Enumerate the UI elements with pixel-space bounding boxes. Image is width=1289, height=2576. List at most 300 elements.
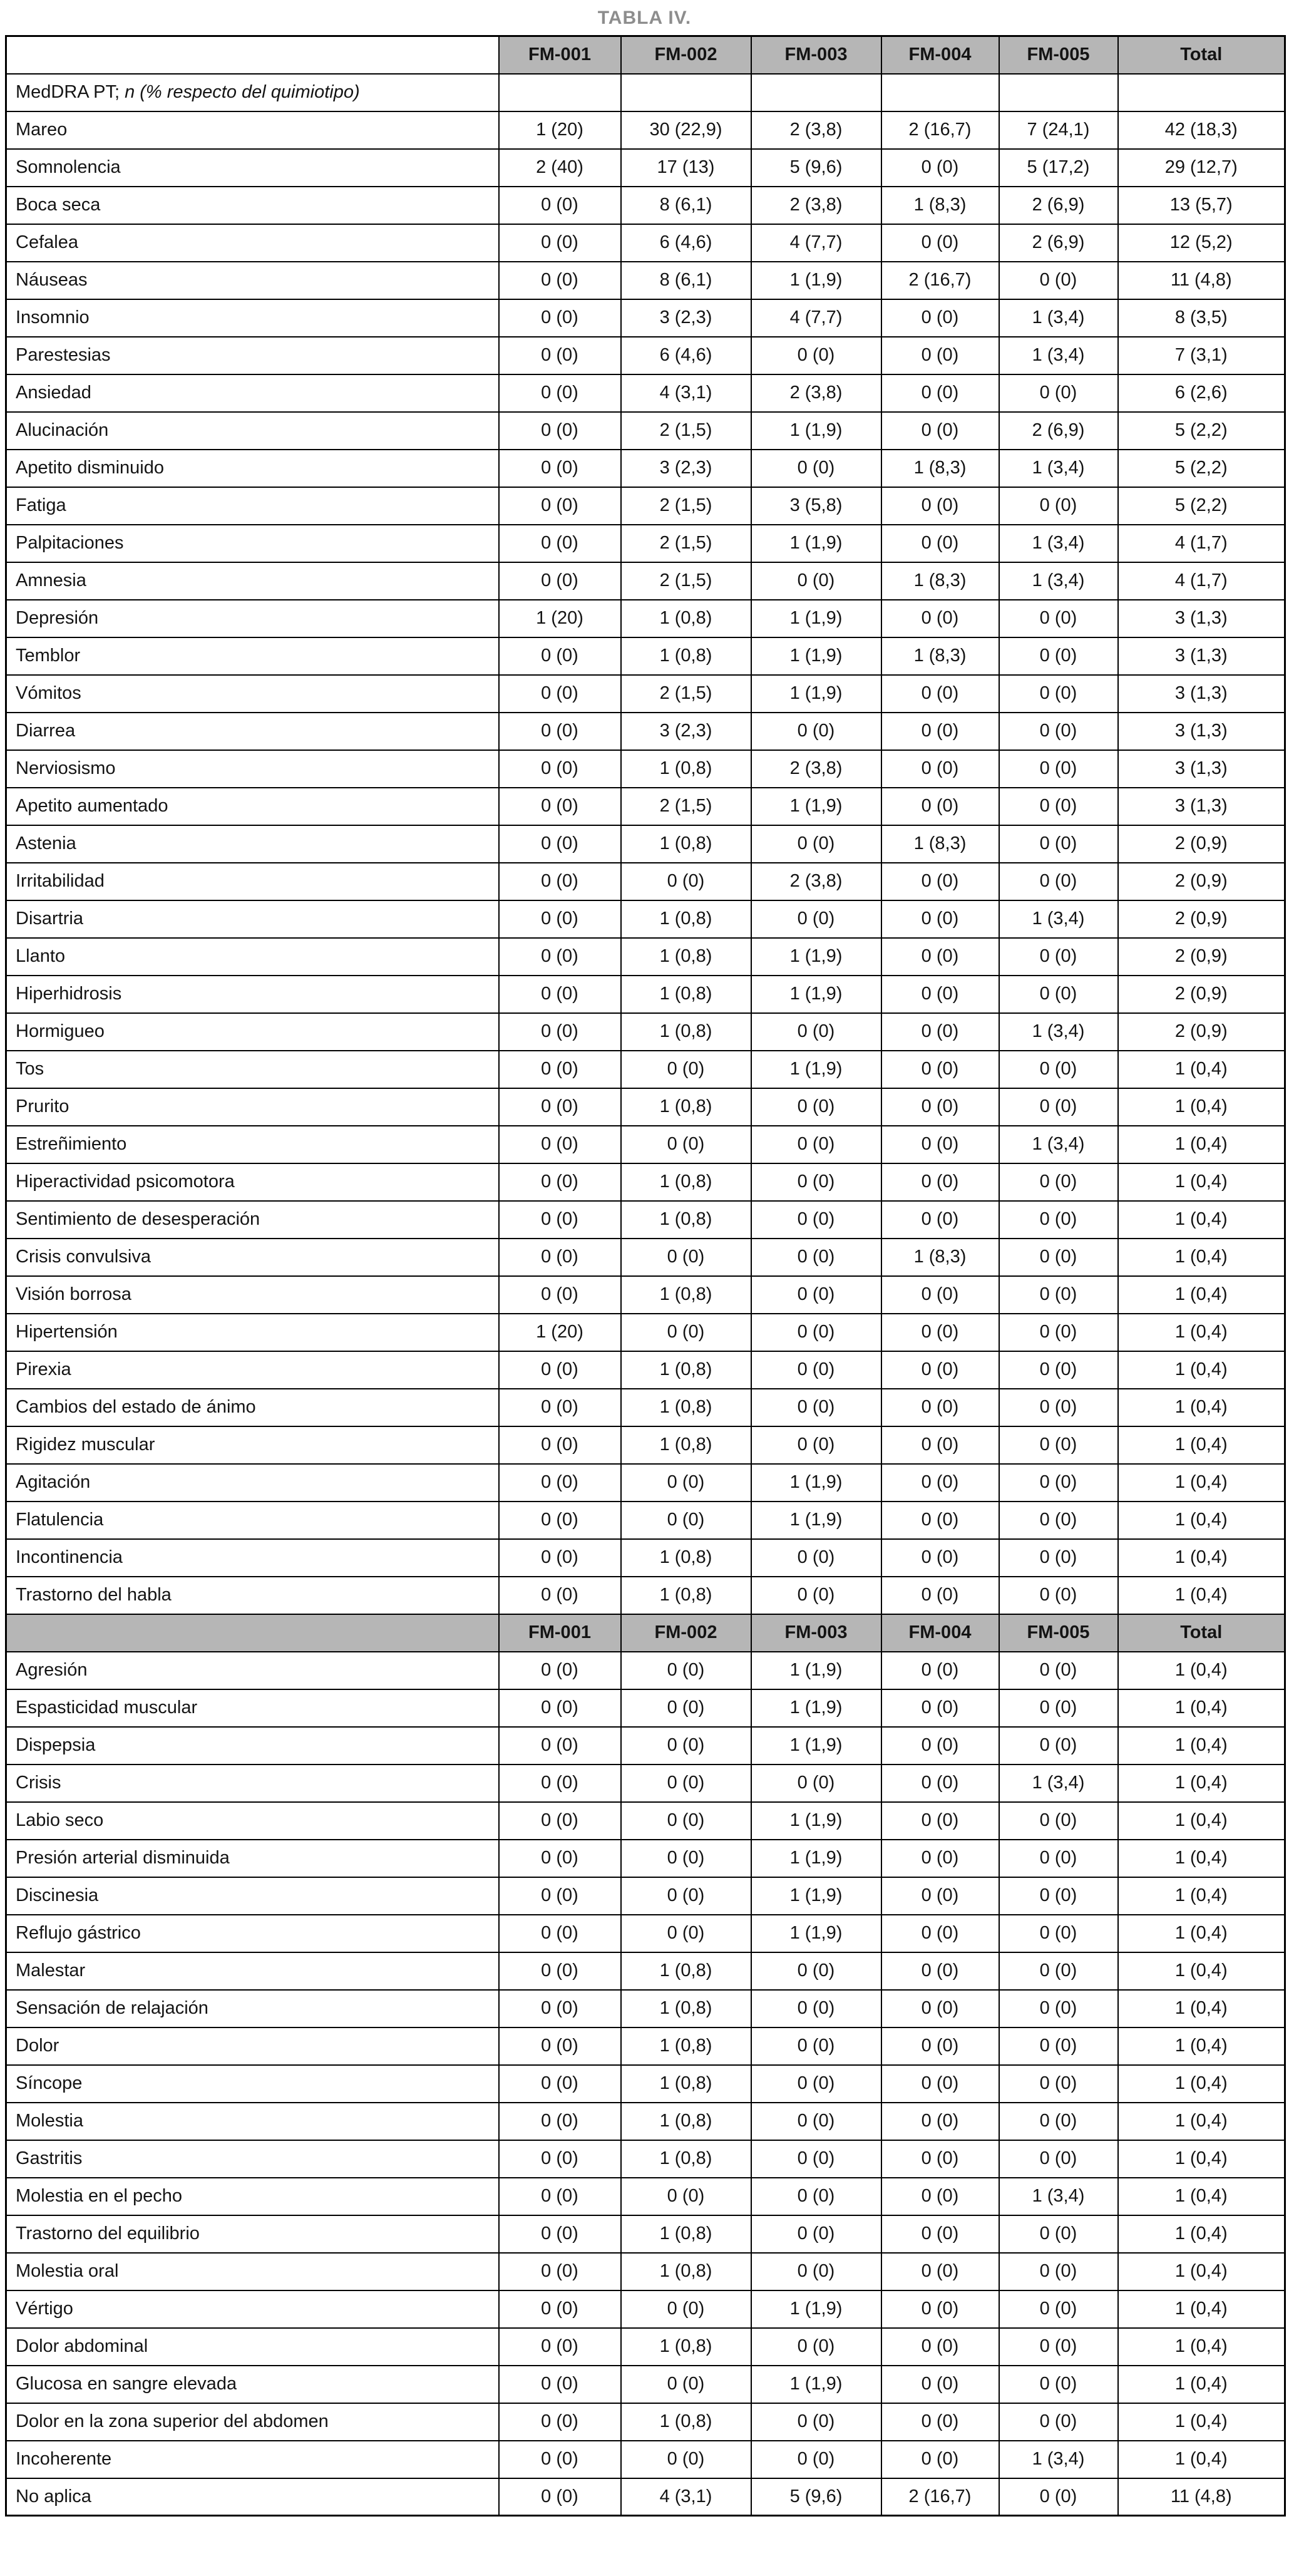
value-cell: 0 (0) xyxy=(751,2253,881,2290)
value-cell: 1 (3,4) xyxy=(999,525,1118,562)
table-row xyxy=(6,337,1285,374)
value-cell: 0 (0) xyxy=(499,1539,621,1577)
value-cell: 2 (1,5) xyxy=(621,562,751,600)
value-cell: 0 (0) xyxy=(751,450,881,487)
row-label: Visión borrosa xyxy=(6,1276,499,1314)
value-cell: 11 (4,8) xyxy=(1118,2478,1285,2516)
value-cell: 0 (0) xyxy=(499,2178,621,2215)
row-label: Llanto xyxy=(6,938,499,976)
table-row xyxy=(6,2140,1285,2178)
empty-cell xyxy=(499,74,621,111)
table-row xyxy=(6,976,1285,1013)
value-cell: 0 (0) xyxy=(999,2140,1118,2178)
value-cell: 0 (0) xyxy=(999,1351,1118,1389)
value-cell: 0 (0) xyxy=(499,450,621,487)
row-label: Dolor xyxy=(6,2027,499,2065)
row-label: Astenia xyxy=(6,825,499,863)
value-cell: 0 (0) xyxy=(881,2215,999,2253)
value-cell: 0 (0) xyxy=(881,1840,999,1877)
value-cell: 7 (3,1) xyxy=(1118,337,1285,374)
value-cell: 1 (1,9) xyxy=(751,637,881,675)
row-label: Presión arterial disminuida xyxy=(6,1840,499,1877)
empty-cell xyxy=(751,74,881,111)
table-row xyxy=(6,562,1285,600)
value-cell: 0 (0) xyxy=(499,2441,621,2478)
row-label: Malestar xyxy=(6,1952,499,1990)
value-cell: 0 (0) xyxy=(621,1765,751,1802)
table-row xyxy=(6,2478,1285,2516)
row-label: Vómitos xyxy=(6,675,499,713)
row-label: Dispepsia xyxy=(6,1727,499,1765)
value-cell: 0 (0) xyxy=(499,224,621,262)
value-cell: 0 (0) xyxy=(751,1239,881,1276)
value-cell: 0 (0) xyxy=(499,1389,621,1426)
value-cell: 0 (0) xyxy=(999,1163,1118,1201)
value-cell: 0 (0) xyxy=(999,2065,1118,2103)
value-cell: 2 (16,7) xyxy=(881,2478,999,2516)
value-cell: 0 (0) xyxy=(499,1689,621,1727)
value-cell: 0 (0) xyxy=(751,1539,881,1577)
value-cell: 0 (0) xyxy=(881,149,999,187)
value-cell: 0 (0) xyxy=(751,2215,881,2253)
value-cell: 0 (0) xyxy=(881,1276,999,1314)
value-cell: 0 (0) xyxy=(621,1877,751,1915)
table-title: TABLA IV. xyxy=(597,8,692,28)
value-cell: 1 (0,8) xyxy=(621,1539,751,1577)
value-cell: 1 (8,3) xyxy=(881,562,999,600)
value-cell: 1 (0,4) xyxy=(1118,2027,1285,2065)
table-row xyxy=(6,1088,1285,1126)
table-row xyxy=(6,1765,1285,1802)
value-cell: 2 (1,5) xyxy=(621,675,751,713)
value-cell: 5 (2,2) xyxy=(1118,450,1285,487)
value-cell: 0 (0) xyxy=(751,1088,881,1126)
value-cell: 0 (0) xyxy=(621,1652,751,1689)
table-row xyxy=(6,2065,1285,2103)
value-cell: 0 (0) xyxy=(999,976,1118,1013)
value-cell: 0 (0) xyxy=(751,1351,881,1389)
value-cell: 1 (0,8) xyxy=(621,1201,751,1239)
value-cell: 2 (0,9) xyxy=(1118,900,1285,938)
value-cell: 0 (0) xyxy=(999,1088,1118,1126)
value-cell: 1 (0,4) xyxy=(1118,2328,1285,2366)
value-cell: 1 (3,4) xyxy=(999,1013,1118,1051)
table-row xyxy=(6,637,1285,675)
value-cell: 0 (0) xyxy=(999,750,1118,788)
value-cell: 0 (0) xyxy=(751,562,881,600)
row-label: Sentimiento de desesperación xyxy=(6,1201,499,1239)
table-row xyxy=(6,1915,1285,1952)
value-cell: 0 (0) xyxy=(751,1765,881,1802)
value-cell: 1 (0,4) xyxy=(1118,1163,1285,1201)
value-cell: 6 (4,6) xyxy=(621,337,751,374)
value-cell: 2 (1,5) xyxy=(621,788,751,825)
value-cell: 0 (0) xyxy=(881,337,999,374)
value-cell: 1 (0,4) xyxy=(1118,1577,1285,1614)
value-cell: 0 (0) xyxy=(999,1990,1118,2027)
value-cell: 2 (3,8) xyxy=(751,863,881,900)
row-label: Crisis convulsiva xyxy=(6,1239,499,1276)
table-row xyxy=(6,149,1285,187)
row-label: Ansiedad xyxy=(6,374,499,412)
row-label: Sensación de relajación xyxy=(6,1990,499,2027)
row-label: Hipertensión xyxy=(6,1314,499,1351)
row-label: Apetito disminuido xyxy=(6,450,499,487)
value-cell: 0 (0) xyxy=(881,863,999,900)
value-cell: 0 (0) xyxy=(499,675,621,713)
value-cell: 1 (0,8) xyxy=(621,1088,751,1126)
value-cell: 0 (0) xyxy=(499,2328,621,2366)
value-cell: 2 (16,7) xyxy=(881,262,999,299)
value-cell: 0 (0) xyxy=(499,187,621,224)
table-row xyxy=(6,525,1285,562)
value-cell: 1 (1,9) xyxy=(751,1840,881,1877)
value-cell: 5 (2,2) xyxy=(1118,487,1285,525)
value-cell: 1 (0,4) xyxy=(1118,2403,1285,2441)
value-cell: 2 (1,5) xyxy=(621,525,751,562)
table-row xyxy=(6,1126,1285,1163)
empty-cell xyxy=(1118,74,1285,111)
value-cell: 0 (0) xyxy=(499,2140,621,2178)
value-cell: 1 (0,4) xyxy=(1118,1915,1285,1952)
value-cell: 1 (0,4) xyxy=(1118,1990,1285,2027)
row-label: Incoherente xyxy=(6,2441,499,2478)
column-header-row xyxy=(6,1614,1285,1652)
value-cell: 1 (1,9) xyxy=(751,1051,881,1088)
value-cell: 0 (0) xyxy=(499,1426,621,1464)
row-label: Incontinencia xyxy=(6,1539,499,1577)
value-cell: 0 (0) xyxy=(499,2103,621,2140)
table-row xyxy=(6,1201,1285,1239)
row-label: Molestia xyxy=(6,2103,499,2140)
value-cell: 0 (0) xyxy=(499,1126,621,1163)
value-cell: 0 (0) xyxy=(881,2328,999,2366)
value-cell: 0 (0) xyxy=(751,1990,881,2027)
value-cell: 11 (4,8) xyxy=(1118,262,1285,299)
measure-definition-label xyxy=(6,74,499,111)
value-cell: 0 (0) xyxy=(999,1727,1118,1765)
value-cell: 1 (0,8) xyxy=(621,1389,751,1426)
value-cell: 1 (0,8) xyxy=(621,2065,751,2103)
value-cell: 0 (0) xyxy=(881,976,999,1013)
empty-cell xyxy=(881,74,999,111)
value-cell: 1 (1,9) xyxy=(751,1877,881,1915)
value-cell: 0 (0) xyxy=(621,1239,751,1276)
value-cell: 1 (0,8) xyxy=(621,2328,751,2366)
value-cell: 0 (0) xyxy=(499,713,621,750)
value-cell: 1 (0,8) xyxy=(621,900,751,938)
value-cell: 2 (3,8) xyxy=(751,187,881,224)
value-cell: 1 (0,8) xyxy=(621,1276,751,1314)
table-row xyxy=(6,450,1285,487)
value-cell: 8 (6,1) xyxy=(621,187,751,224)
value-cell: 0 (0) xyxy=(499,2366,621,2403)
table-row xyxy=(6,900,1285,938)
value-cell: 0 (0) xyxy=(751,900,881,938)
value-cell: 0 (0) xyxy=(999,2403,1118,2441)
value-cell: 2 (40) xyxy=(499,149,621,187)
value-cell: 1 (8,3) xyxy=(881,187,999,224)
adverse-events-table-body xyxy=(6,36,1285,2516)
value-cell: 0 (0) xyxy=(499,900,621,938)
value-cell: 0 (0) xyxy=(751,2027,881,2065)
value-cell: 0 (0) xyxy=(621,1915,751,1952)
value-cell: 1 (3,4) xyxy=(999,2178,1118,2215)
table-row xyxy=(6,224,1285,262)
value-cell: 0 (0) xyxy=(881,1990,999,2027)
value-cell: 0 (0) xyxy=(499,938,621,976)
value-cell: 1 (1,9) xyxy=(751,1652,881,1689)
value-cell: 0 (0) xyxy=(881,713,999,750)
value-cell: 0 (0) xyxy=(751,2403,881,2441)
column-header-total: Total xyxy=(1118,36,1285,74)
value-cell: 0 (0) xyxy=(621,1314,751,1351)
table-row xyxy=(6,1990,1285,2027)
column-header-fm-003: FM-003 xyxy=(751,36,881,74)
value-cell: 1 (3,4) xyxy=(999,337,1118,374)
value-cell: 0 (0) xyxy=(881,2253,999,2290)
value-cell: 1 (1,9) xyxy=(751,262,881,299)
value-cell: 1 (0,4) xyxy=(1118,2441,1285,2478)
value-cell: 12 (5,2) xyxy=(1118,224,1285,262)
value-cell: 0 (0) xyxy=(499,1727,621,1765)
table-row xyxy=(6,1877,1285,1915)
value-cell: 0 (0) xyxy=(881,1502,999,1539)
value-cell: 0 (0) xyxy=(881,1915,999,1952)
value-cell: 3 (1,3) xyxy=(1118,637,1285,675)
value-cell: 0 (0) xyxy=(881,525,999,562)
value-cell: 1 (8,3) xyxy=(881,450,999,487)
table-row xyxy=(6,2027,1285,2065)
value-cell: 1 (1,9) xyxy=(751,1727,881,1765)
value-cell: 8 (3,5) xyxy=(1118,299,1285,337)
value-cell: 0 (0) xyxy=(499,2403,621,2441)
value-cell: 0 (0) xyxy=(499,1840,621,1877)
table-row xyxy=(6,1013,1285,1051)
value-cell: 1 (3,4) xyxy=(999,2441,1118,2478)
value-cell: 30 (22,9) xyxy=(621,111,751,149)
value-cell: 0 (0) xyxy=(881,299,999,337)
value-cell: 4 (3,1) xyxy=(621,2478,751,2516)
value-cell: 0 (0) xyxy=(621,1689,751,1727)
value-cell: 2 (6,9) xyxy=(999,187,1118,224)
row-label: Cefalea xyxy=(6,224,499,262)
value-cell: 0 (0) xyxy=(881,1765,999,1802)
value-cell: 1 (1,9) xyxy=(751,938,881,976)
value-cell: 0 (0) xyxy=(621,1802,751,1840)
value-cell: 0 (0) xyxy=(499,1013,621,1051)
value-cell: 2 (0,9) xyxy=(1118,938,1285,976)
row-label: Pirexia xyxy=(6,1351,499,1389)
value-cell: 1 (0,8) xyxy=(621,2253,751,2290)
value-cell: 0 (0) xyxy=(999,2103,1118,2140)
value-cell: 0 (0) xyxy=(499,1351,621,1389)
value-cell: 2 (6,9) xyxy=(999,224,1118,262)
value-cell: 1 (0,8) xyxy=(621,825,751,863)
value-cell: 0 (0) xyxy=(999,825,1118,863)
value-cell: 0 (0) xyxy=(881,1088,999,1126)
row-label: No aplica xyxy=(6,2478,499,2516)
value-cell: 0 (0) xyxy=(499,1088,621,1126)
table-row xyxy=(6,2290,1285,2328)
value-cell: 2 (3,8) xyxy=(751,111,881,149)
value-cell: 5 (9,6) xyxy=(751,2478,881,2516)
value-cell: 1 (0,8) xyxy=(621,976,751,1013)
row-label: Parestesias xyxy=(6,337,499,374)
value-cell: 1 (0,4) xyxy=(1118,1276,1285,1314)
table-row xyxy=(6,2441,1285,2478)
value-cell: 1 (3,4) xyxy=(999,900,1118,938)
value-cell: 0 (0) xyxy=(999,1952,1118,1990)
value-cell: 1 (0,4) xyxy=(1118,2178,1285,2215)
value-cell: 0 (0) xyxy=(751,1276,881,1314)
value-cell: 0 (0) xyxy=(999,2027,1118,2065)
column-header-fm-002: FM-002 xyxy=(621,36,751,74)
value-cell: 4 (7,7) xyxy=(751,224,881,262)
value-cell: 0 (0) xyxy=(621,863,751,900)
row-label: Dolor en la zona superior del abdomen xyxy=(6,2403,499,2441)
row-label: Temblor xyxy=(6,637,499,675)
row-label: Hiperactividad psicomotora xyxy=(6,1163,499,1201)
value-cell: 0 (0) xyxy=(881,2065,999,2103)
row-label: Espasticidad muscular xyxy=(6,1689,499,1727)
table-row xyxy=(6,1163,1285,1201)
table-row xyxy=(6,863,1285,900)
row-label: Cambios del estado de ánimo xyxy=(6,1389,499,1426)
value-cell: 0 (0) xyxy=(621,1727,751,1765)
value-cell: 2 (16,7) xyxy=(881,111,999,149)
table-row xyxy=(6,1577,1285,1614)
value-cell: 0 (0) xyxy=(999,2366,1118,2403)
row-label: Gastritis xyxy=(6,2140,499,2178)
row-label: Náuseas xyxy=(6,262,499,299)
value-cell: 0 (0) xyxy=(621,1840,751,1877)
value-cell: 0 (0) xyxy=(999,1314,1118,1351)
value-cell: 1 (0,4) xyxy=(1118,2140,1285,2178)
table-row xyxy=(6,2178,1285,2215)
value-cell: 1 (1,9) xyxy=(751,412,881,450)
value-cell: 1 (20) xyxy=(499,600,621,637)
value-cell: 1 (0,8) xyxy=(621,1163,751,1201)
value-cell: 1 (3,4) xyxy=(999,1765,1118,1802)
value-cell: 0 (0) xyxy=(499,299,621,337)
row-label: Boca seca xyxy=(6,187,499,224)
value-cell: 0 (0) xyxy=(881,374,999,412)
value-cell: 0 (0) xyxy=(881,487,999,525)
value-cell: 1 (0,4) xyxy=(1118,1426,1285,1464)
value-cell: 1 (1,9) xyxy=(751,675,881,713)
measure-definition-italic: n (% respecto del quimiotipo) xyxy=(125,82,360,102)
value-cell: 0 (0) xyxy=(999,1877,1118,1915)
value-cell: 3 (1,3) xyxy=(1118,713,1285,750)
value-cell: 1 (0,8) xyxy=(621,637,751,675)
row-label: Agitación xyxy=(6,1464,499,1502)
value-cell: 1 (0,4) xyxy=(1118,1840,1285,1877)
value-cell: 0 (0) xyxy=(881,2178,999,2215)
measure-definition-prefix: MedDRA PT; xyxy=(16,82,125,102)
value-cell: 0 (0) xyxy=(621,2290,751,2328)
value-cell: 2 (0,9) xyxy=(1118,976,1285,1013)
value-cell: 1 (0,4) xyxy=(1118,2215,1285,2253)
value-cell: 3 (2,3) xyxy=(621,450,751,487)
value-cell: 0 (0) xyxy=(499,412,621,450)
value-cell: 0 (0) xyxy=(999,1389,1118,1426)
value-cell: 0 (0) xyxy=(499,1276,621,1314)
table-row xyxy=(6,1539,1285,1577)
value-cell: 0 (0) xyxy=(499,374,621,412)
value-cell: 0 (0) xyxy=(621,2366,751,2403)
value-cell: 0 (0) xyxy=(621,1126,751,1163)
value-cell: 0 (0) xyxy=(499,1990,621,2027)
value-cell: 0 (0) xyxy=(499,863,621,900)
value-cell: 1 (1,9) xyxy=(751,976,881,1013)
value-cell: 0 (0) xyxy=(499,2065,621,2103)
value-cell: 0 (0) xyxy=(499,1051,621,1088)
column-header-fm-003: FM-003 xyxy=(751,1614,881,1652)
row-label: Labio seco xyxy=(6,1802,499,1840)
column-header-fm-001: FM-001 xyxy=(499,36,621,74)
value-cell: 0 (0) xyxy=(999,262,1118,299)
value-cell: 0 (0) xyxy=(499,337,621,374)
table-row xyxy=(6,1426,1285,1464)
value-cell: 1 (1,9) xyxy=(751,2366,881,2403)
value-cell: 0 (0) xyxy=(751,2328,881,2366)
table-row xyxy=(6,111,1285,149)
corner-cell xyxy=(6,1614,499,1652)
value-cell: 1 (1,9) xyxy=(751,525,881,562)
value-cell: 1 (0,8) xyxy=(621,1351,751,1389)
value-cell: 3 (2,3) xyxy=(621,713,751,750)
value-cell: 0 (0) xyxy=(499,1201,621,1239)
value-cell: 1 (1,9) xyxy=(751,788,881,825)
value-cell: 0 (0) xyxy=(999,1652,1118,1689)
value-cell: 0 (0) xyxy=(499,1464,621,1502)
value-cell: 3 (1,3) xyxy=(1118,750,1285,788)
value-cell: 0 (0) xyxy=(499,2027,621,2065)
table-row xyxy=(6,187,1285,224)
row-label: Mareo xyxy=(6,111,499,149)
value-cell: 1 (1,9) xyxy=(751,1502,881,1539)
value-cell: 1 (1,9) xyxy=(751,1915,881,1952)
value-cell: 0 (0) xyxy=(621,1464,751,1502)
value-cell: 0 (0) xyxy=(499,1163,621,1201)
value-cell: 0 (0) xyxy=(621,1502,751,1539)
value-cell: 0 (0) xyxy=(881,1652,999,1689)
corner-cell xyxy=(6,36,499,74)
value-cell: 0 (0) xyxy=(999,2253,1118,2290)
value-cell: 0 (0) xyxy=(881,1877,999,1915)
value-cell: 2 (0,9) xyxy=(1118,863,1285,900)
value-cell: 3 (1,3) xyxy=(1118,675,1285,713)
value-cell: 1 (0,8) xyxy=(621,750,751,788)
row-label: Insomnio xyxy=(6,299,499,337)
value-cell: 1 (0,8) xyxy=(621,1426,751,1464)
row-label: Nerviosismo xyxy=(6,750,499,788)
value-cell: 1 (0,4) xyxy=(1118,1802,1285,1840)
value-cell: 0 (0) xyxy=(881,1389,999,1426)
value-cell: 0 (0) xyxy=(999,675,1118,713)
value-cell: 4 (7,7) xyxy=(751,299,881,337)
value-cell: 0 (0) xyxy=(999,1051,1118,1088)
value-cell: 0 (0) xyxy=(499,1652,621,1689)
value-cell: 0 (0) xyxy=(881,2403,999,2441)
value-cell: 0 (0) xyxy=(621,2441,751,2478)
value-cell: 1 (0,4) xyxy=(1118,1051,1285,1088)
value-cell: 1 (1,9) xyxy=(751,2290,881,2328)
value-cell: 1 (0,8) xyxy=(621,1013,751,1051)
table-row xyxy=(6,1689,1285,1727)
value-cell: 0 (0) xyxy=(881,1577,999,1614)
